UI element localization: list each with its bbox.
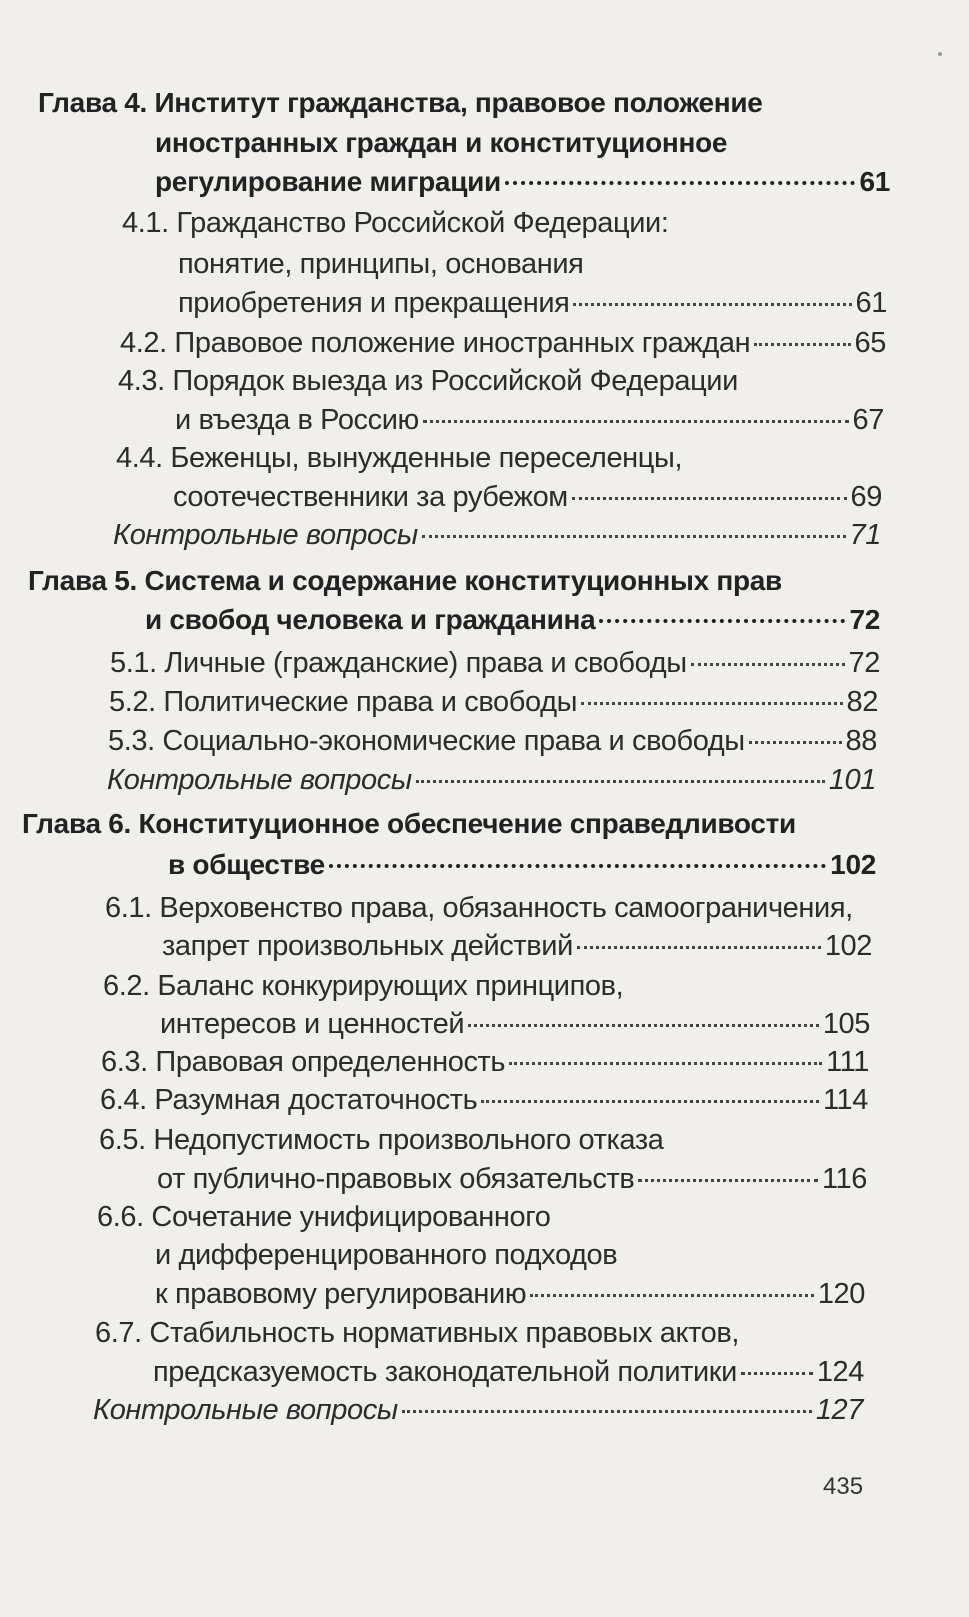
section-4-3-line-2 [175,405,884,437]
dot-leader [402,1410,812,1413]
dot-leader [749,741,842,744]
chapter-5-page: 72 [849,604,880,635]
section-6-7-line-1 [95,1318,739,1350]
chapter-4-title-line-2 [155,128,727,159]
chapter-6-title-line-2 [168,850,876,881]
section-6-4-page: 114 [822,1084,868,1116]
section-4-3-page: 67 [852,404,884,436]
chapter-5-questions-label: Контрольные вопросы [107,764,412,796]
section-6-5-line-1 [99,1125,663,1157]
chapter-6-questions-page: 127 [815,1394,863,1426]
chapter-5-title-text-2: и свобод человека и гражданина [145,604,596,635]
chapter-4-title-text-3: регулирование миграции [155,166,501,197]
section-6-4-text-1: 6.4. Разумная достаточность [100,1084,478,1116]
chapter-5-title-text-1: Глава 5. Система и содержание конституционных прав [28,565,782,596]
section-5-1-line-1 [110,648,880,680]
dot-leader [638,1179,818,1182]
chapter-6-questions-label: Контрольные вопросы [93,1394,398,1426]
section-6-1-page: 102 [824,930,872,962]
section-4-1-line-1 [122,208,668,240]
dot-leader [505,181,856,185]
section-6-5-text-1: 6.5. Недопустимость произвольного отказа [99,1124,664,1156]
chapter-6-title-line-1 [22,809,796,840]
section-5-2-line-1 [109,687,878,719]
section-6-1-text-1: 6.1. Верховенство права, обязанность самоограничения, [105,892,853,924]
section-5-2-text-1: 5.2. Политические права и свободы [109,686,578,718]
section-4-4-text-1: 4.4. Беженцы, вынужденные переселенцы, [116,442,683,474]
section-4-3-text-1: 4.3. Порядок выезда из Российской Федерации [118,365,738,397]
section-4-1-text-1: 4.1. Гражданство Российской Федерации: [122,207,669,239]
chapter-6-questions [93,1395,863,1427]
chapter-4-questions-page: 71 [849,519,881,551]
chapter-4-title-text-2: иностранных граждан и конституционное [155,127,728,158]
chapter-6-title-text-2: в обществе [168,849,325,880]
chapter-5-questions-page: 101 [828,764,876,796]
dot-leader [481,1100,819,1103]
section-6-5-line-2 [157,1164,867,1196]
section-6-3-line-1 [101,1047,869,1079]
section-4-4-line-2 [173,482,882,514]
section-6-6-line-3 [155,1279,865,1311]
section-5-3-text-1: 5.3. Социально-экономические права и свободы [108,725,745,757]
section-4-3-text-2: и въезда в Россию [175,404,419,436]
section-6-5-page: 116 [821,1163,867,1195]
section-6-6-page: 120 [817,1278,865,1310]
section-6-3-page: 111 [826,1046,869,1078]
dot-leader [509,1062,822,1065]
section-6-7-page: 124 [816,1356,864,1388]
section-4-1-text-2: понятие, принципы, основания [178,248,584,280]
section-6-2-page: 105 [822,1008,870,1040]
section-6-6-text-1: 6.6. Сочетание унифицированного [97,1201,551,1233]
section-6-6-line-2 [155,1240,617,1272]
page-number: 435 [823,1473,864,1500]
section-4-4-text-2: соотечественники за рубежом [173,481,568,513]
section-4-2-text-1: 4.2. Правовое положение иностранных граждан [120,327,751,359]
chapter-4-title-line-3 [155,167,890,198]
chapter-4-page: 61 [859,166,890,197]
section-6-1-line-2 [162,931,872,963]
chapter-4-questions-label: Контрольные вопросы [113,519,418,551]
section-6-7-text-2: предсказуемость законодательной политики [153,1356,737,1388]
section-6-3-text-1: 6.3. Правовая определенность [101,1046,506,1078]
section-5-1-page: 72 [848,647,880,679]
chapter-5-title-line-1 [28,566,782,597]
section-6-4-line-1 [100,1085,868,1117]
chapter-5-questions [107,765,876,797]
dot-leader [691,663,845,666]
section-6-7-line-2 [153,1357,864,1389]
section-4-3-line-1 [118,366,738,398]
dot-leader [573,303,851,306]
section-6-1-line-1 [105,893,853,925]
section-4-4-line-1 [116,443,682,475]
dot-leader [754,343,850,346]
dot-leader [599,619,845,623]
section-4-4-page: 69 [850,481,882,513]
section-6-2-line-2 [160,1009,870,1041]
dot-leader [468,1024,819,1027]
section-6-2-text-1: 6.2. Баланс конкурирующих принципов, [103,970,624,1002]
dot-leader [423,420,849,423]
section-6-2-text-2: интересов и ценностей [160,1008,465,1040]
dot-leader [581,702,842,705]
chapter-4-title-text-1: Глава 4. Институт гражданства, правовое положение [38,87,763,118]
section-5-3-line-1 [108,726,877,758]
section-4-1-text-3: приобретения и прекращения [178,287,570,319]
dot-leader [572,497,847,500]
section-5-3-page: 88 [845,725,877,757]
section-4-2-page: 65 [854,327,886,359]
dot-leader [577,946,821,949]
section-4-1-line-2 [178,249,584,281]
chapter-4-title-line-1 [38,88,763,119]
chapter-6-title-text-1: Глава 6. Конституционное обеспечение справедливости [22,808,796,839]
section-6-7-text-1: 6.7. Стабильность нормативных правовых актов, [95,1317,740,1349]
section-6-6-text-3: к правовому регулированию [155,1278,527,1310]
section-6-1-text-2: запрет произвольных действий [162,930,573,962]
dot-leader [530,1294,814,1297]
dot-leader [741,1372,813,1375]
section-6-5-text-2: от публично-правовых обязательств [157,1163,635,1195]
section-5-1-text-1: 5.1. Личные (гражданские) права и свободы [110,647,687,679]
section-6-2-line-1 [103,971,623,1003]
dot-leader [422,535,846,538]
chapter-4-questions [113,520,881,552]
dot-leader [329,864,826,868]
section-4-2-line-1 [120,328,886,360]
section-4-1-page: 61 [855,287,887,319]
section-6-6-line-1 [97,1202,551,1234]
section-5-2-page: 82 [846,686,878,718]
section-4-1-line-3 [178,288,887,320]
chapter-5-title-line-2 [145,605,880,636]
chapter-6-page: 102 [830,849,876,880]
section-6-6-text-2: и дифференцированного подходов [155,1239,618,1271]
scan-speck [938,52,942,56]
dot-leader [416,780,825,783]
